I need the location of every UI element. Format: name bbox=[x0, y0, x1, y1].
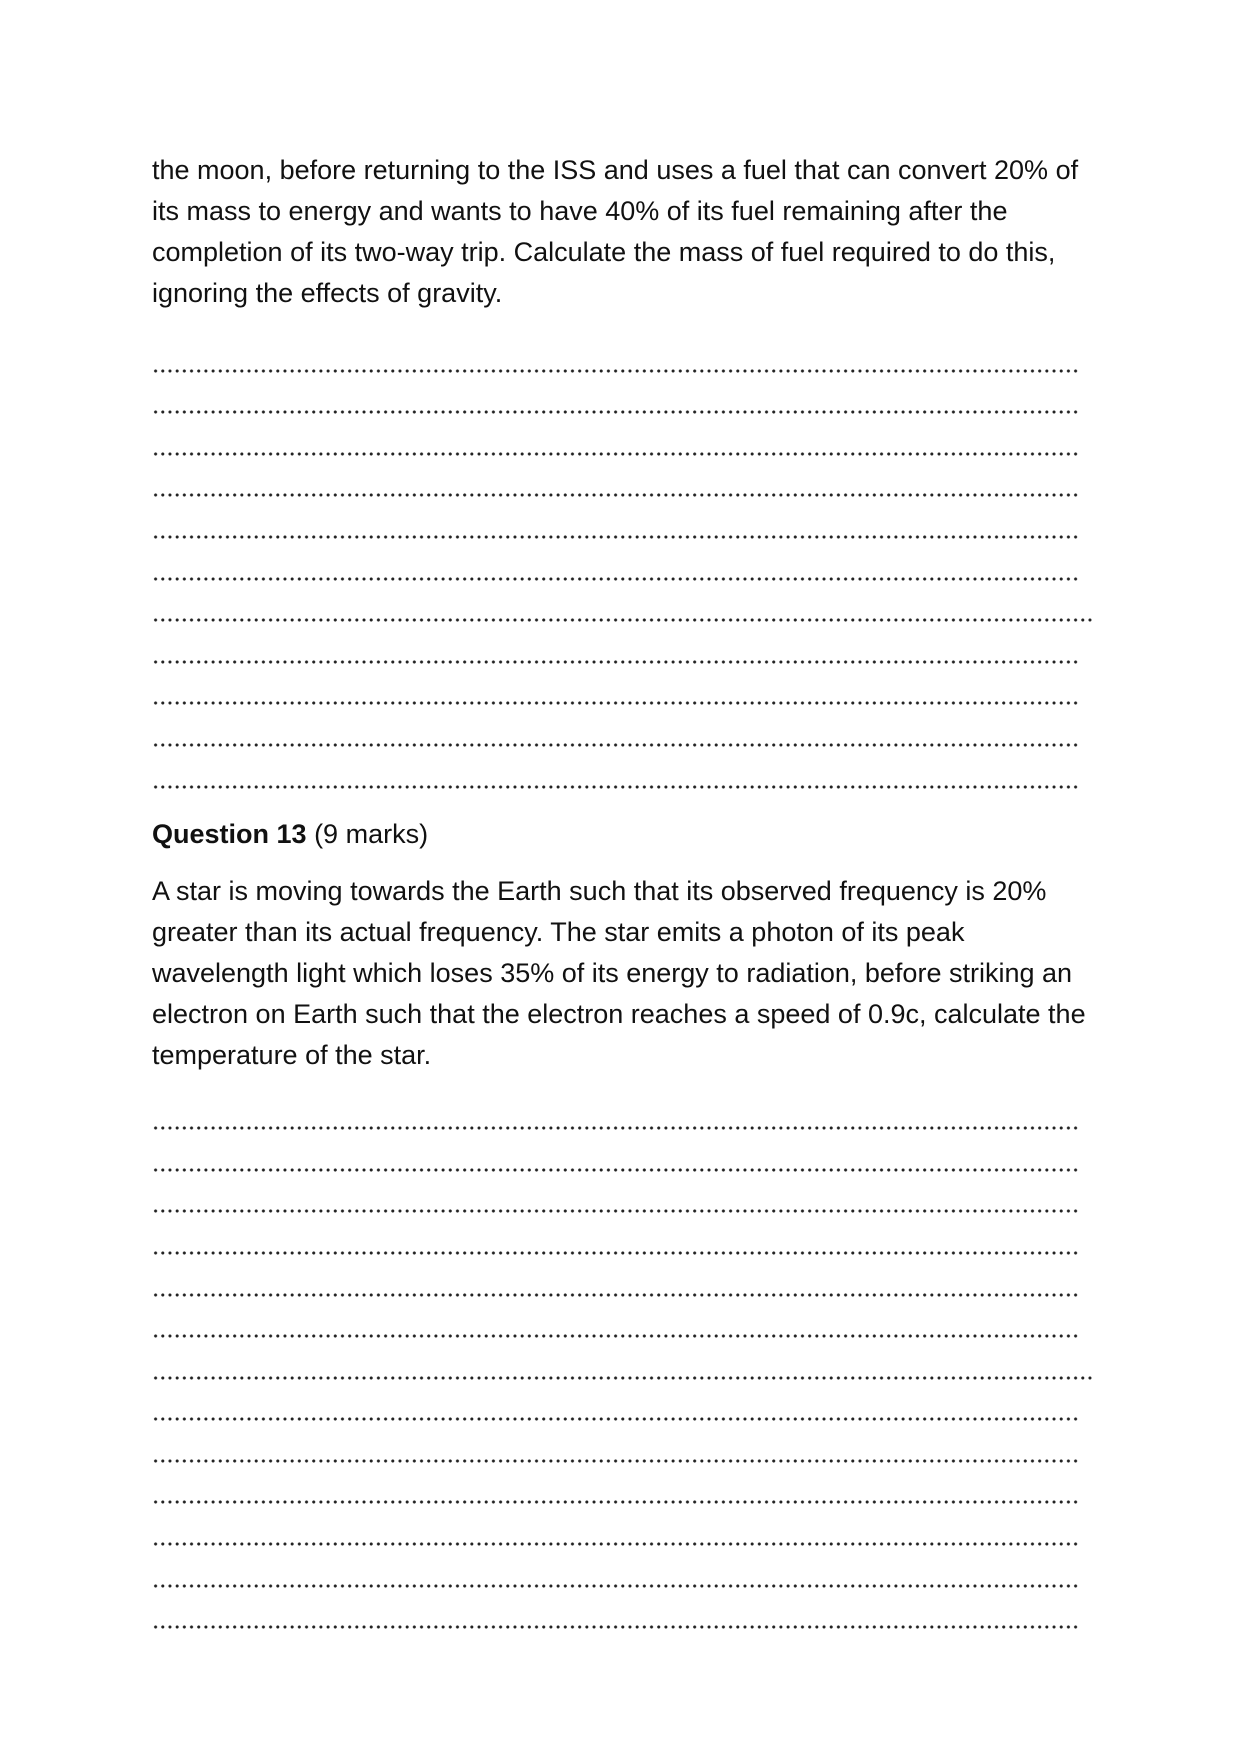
answer-line bbox=[152, 423, 1092, 465]
answer-line bbox=[152, 714, 1092, 756]
answer-line bbox=[152, 1555, 1092, 1597]
answer-line bbox=[152, 631, 1092, 673]
answer-line bbox=[152, 382, 1092, 424]
question-13-text: A star is moving towards the Earth such that its observed frequency is 20% greater than its actual frequency. The star emits a photon of its peak wavelength light which loses 35% of its energy to radiation, before striking an electron on Earth such that the electron reaches a speed of 0.9c, calculate the temperature of the star. bbox=[152, 875, 1086, 1070]
answer-line bbox=[152, 1430, 1092, 1472]
answer-line bbox=[152, 1597, 1092, 1639]
answer-line bbox=[152, 548, 1092, 590]
answer-line bbox=[152, 1389, 1092, 1431]
answer-line bbox=[152, 1347, 1092, 1389]
question-13-marks: (9 marks) bbox=[314, 818, 429, 849]
answer-line bbox=[152, 1513, 1092, 1555]
answer-line bbox=[152, 1098, 1092, 1140]
answer-line bbox=[152, 1222, 1092, 1264]
question-13-label: Question 13 bbox=[152, 818, 307, 849]
answer-line bbox=[152, 1139, 1092, 1181]
answer-line bbox=[152, 590, 1092, 632]
answer-line bbox=[152, 506, 1092, 548]
question-13-answer-area[interactable] bbox=[152, 1098, 1092, 1639]
answer-line bbox=[152, 756, 1092, 798]
question-13-heading bbox=[152, 814, 1092, 855]
answer-line bbox=[152, 1306, 1092, 1348]
answer-line bbox=[152, 673, 1092, 715]
question-12-continuation-text: the moon, before returning to the ISS and uses a fuel that can convert 20% of its mass to energy and wants to have 40% of its fuel remaining after the completion of its two-way trip. Calculate the mass of fuel required to do this, ignoring the effects of gravity. bbox=[152, 155, 1079, 308]
answer-line bbox=[152, 465, 1092, 507]
page-content bbox=[152, 150, 1092, 1638]
answer-line bbox=[152, 340, 1092, 382]
question-12-answer-area[interactable] bbox=[152, 340, 1092, 798]
answer-line bbox=[152, 1181, 1092, 1223]
answer-line bbox=[152, 1472, 1092, 1514]
answer-line bbox=[152, 1264, 1092, 1306]
